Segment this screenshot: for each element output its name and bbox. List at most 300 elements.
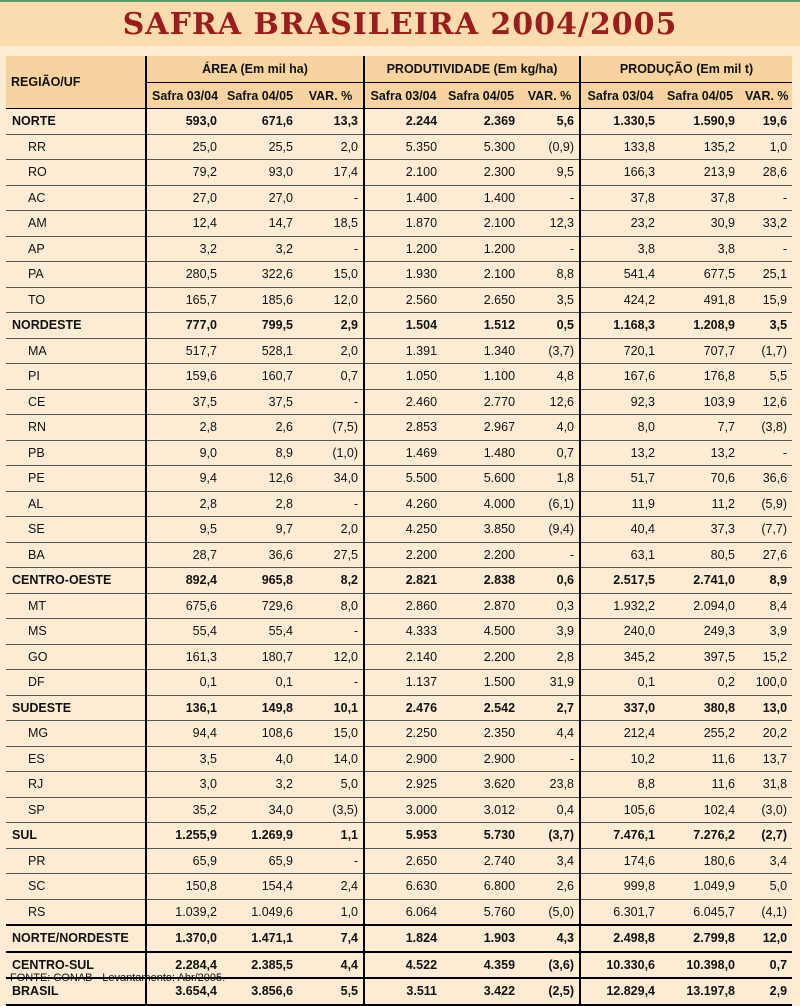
value-cell: 2,0 [298, 134, 364, 160]
table-row [6, 568, 792, 594]
value-cell: 37,8 [660, 185, 740, 211]
value-cell: 2,9 [298, 313, 364, 339]
value-cell: 528,1 [222, 338, 298, 364]
value-cell: 2.200 [364, 542, 442, 568]
productivity-var-header: VAR. % [520, 83, 580, 109]
value-cell: 4.000 [442, 491, 520, 517]
value-cell: 1.200 [364, 236, 442, 262]
value-cell: 28,7 [146, 542, 222, 568]
value-cell: (7,7) [740, 517, 792, 543]
value-cell: 1.050 [364, 364, 442, 390]
value-cell: 37,3 [660, 517, 740, 543]
value-cell: 2.838 [442, 568, 520, 594]
value-cell: 8,8 [580, 772, 660, 798]
value-cell: 51,7 [580, 466, 660, 492]
value-cell: 12,0 [298, 644, 364, 670]
value-cell: 3,5 [740, 313, 792, 339]
source-footnote: FONTE: CONAB - Levantamento: Abr/2005. [10, 972, 226, 984]
value-cell: 65,9 [222, 848, 298, 874]
value-cell: 2.542 [442, 695, 520, 721]
value-cell: 777,0 [146, 313, 222, 339]
value-cell: 2.140 [364, 644, 442, 670]
value-cell: 31,9 [520, 670, 580, 696]
value-cell: 5,5 [740, 364, 792, 390]
value-cell: 8,2 [298, 568, 364, 594]
title-band [0, 2, 800, 46]
value-cell: 2.350 [442, 721, 520, 747]
value-cell: 3.511 [364, 978, 442, 1005]
value-cell: 249,3 [660, 619, 740, 645]
value-cell: 2,8 [222, 491, 298, 517]
value-cell: 3,4 [520, 848, 580, 874]
value-cell: 10,1 [298, 695, 364, 721]
value-cell: 593,0 [146, 109, 222, 135]
value-cell: 28,6 [740, 160, 792, 186]
table-row [6, 695, 792, 721]
production-safra-0405-header: Safra 04/05 [660, 83, 740, 109]
value-cell: 3,8 [580, 236, 660, 262]
region-cell: PE [6, 466, 146, 492]
table-row [6, 160, 792, 186]
value-cell: 11,2 [660, 491, 740, 517]
value-cell: 5,0 [298, 772, 364, 798]
table-row [6, 644, 792, 670]
value-cell: 13,2 [580, 440, 660, 466]
table-row [6, 211, 792, 237]
value-cell: 4,3 [520, 925, 580, 952]
value-cell: 8,0 [580, 415, 660, 441]
value-cell: 255,2 [660, 721, 740, 747]
region-cell: ES [6, 746, 146, 772]
value-cell: 2,0 [298, 338, 364, 364]
table-row [6, 109, 792, 135]
value-cell: 34,0 [298, 466, 364, 492]
page-title: SAFRA BRASILEIRA 2004/2005 [122, 6, 678, 42]
value-cell: 677,5 [660, 262, 740, 288]
value-cell: 4.250 [364, 517, 442, 543]
value-cell: 8,9 [740, 568, 792, 594]
value-cell: 4,4 [298, 952, 364, 979]
value-cell: 1.500 [442, 670, 520, 696]
table-row [6, 466, 792, 492]
value-cell: 3.856,6 [222, 978, 298, 1005]
value-cell: 4,0 [520, 415, 580, 441]
value-cell: 185,6 [222, 287, 298, 313]
table-row [6, 670, 792, 696]
value-cell: 0,1 [580, 670, 660, 696]
value-cell: 1.590,9 [660, 109, 740, 135]
value-cell: 0,2 [660, 670, 740, 696]
region-cell: BRASIL [6, 978, 146, 1005]
region-cell: NORDESTE [6, 313, 146, 339]
value-cell: 1.512 [442, 313, 520, 339]
region-column-header: REGIÃO/UF [6, 56, 146, 109]
table-row [6, 134, 792, 160]
value-cell: 161,3 [146, 644, 222, 670]
value-cell: 10.398,0 [660, 952, 740, 979]
value-cell: 10,2 [580, 746, 660, 772]
value-cell: 15,2 [740, 644, 792, 670]
value-cell: 1,0 [740, 134, 792, 160]
value-cell: 3,9 [520, 619, 580, 645]
value-cell: 10.330,6 [580, 952, 660, 979]
value-cell: 1.208,9 [660, 313, 740, 339]
table-row [6, 491, 792, 517]
value-cell: - [520, 542, 580, 568]
value-cell: 8,9 [222, 440, 298, 466]
value-cell: - [298, 670, 364, 696]
value-cell: 2.860 [364, 593, 442, 619]
value-cell: 13,7 [740, 746, 792, 772]
value-cell: - [298, 619, 364, 645]
value-cell: 2.770 [442, 389, 520, 415]
table-row [6, 925, 792, 952]
table-row [6, 721, 792, 747]
area-group-header: ÁREA (Em mil ha) [146, 56, 364, 83]
value-cell: 13,2 [660, 440, 740, 466]
value-cell: 2.476 [364, 695, 442, 721]
value-cell: (2,7) [740, 823, 792, 849]
value-cell: - [740, 185, 792, 211]
value-cell: 31,8 [740, 772, 792, 798]
value-cell: 1.469 [364, 440, 442, 466]
value-cell: 15,9 [740, 287, 792, 313]
value-cell: 0,5 [520, 313, 580, 339]
value-cell: 2,8 [520, 644, 580, 670]
value-cell: 240,0 [580, 619, 660, 645]
value-cell: 2.821 [364, 568, 442, 594]
region-cell: NORTE [6, 109, 146, 135]
value-cell: 11,6 [660, 772, 740, 798]
value-cell: 159,6 [146, 364, 222, 390]
value-cell: 2,9 [740, 978, 792, 1005]
value-cell: 6.064 [364, 899, 442, 925]
value-cell: 2.200 [442, 542, 520, 568]
value-cell: 13.197,8 [660, 978, 740, 1005]
value-cell: 14,7 [222, 211, 298, 237]
value-cell: 2.925 [364, 772, 442, 798]
value-cell: 102,4 [660, 797, 740, 823]
value-cell: 1.200 [442, 236, 520, 262]
region-cell: RS [6, 899, 146, 925]
value-cell: 12,3 [520, 211, 580, 237]
value-cell: 213,9 [660, 160, 740, 186]
value-cell: (4,1) [740, 899, 792, 925]
value-cell: 1.870 [364, 211, 442, 237]
value-cell: 36,6 [740, 466, 792, 492]
value-cell: (3,7) [520, 823, 580, 849]
value-cell: 23,2 [580, 211, 660, 237]
harvest-table [6, 56, 792, 1006]
value-cell: 212,4 [580, 721, 660, 747]
value-cell: 671,6 [222, 109, 298, 135]
value-cell: 167,6 [580, 364, 660, 390]
value-cell: 337,0 [580, 695, 660, 721]
region-cell: AP [6, 236, 146, 262]
value-cell: 424,2 [580, 287, 660, 313]
value-cell: 3.850 [442, 517, 520, 543]
value-cell: - [520, 236, 580, 262]
region-cell: RN [6, 415, 146, 441]
table-row [6, 772, 792, 798]
value-cell: 2.740 [442, 848, 520, 874]
value-cell: 9,5 [146, 517, 222, 543]
value-cell: 17,4 [298, 160, 364, 186]
region-cell: SUDESTE [6, 695, 146, 721]
value-cell: (3,7) [520, 338, 580, 364]
value-cell: 9,4 [146, 466, 222, 492]
value-cell: 165,7 [146, 287, 222, 313]
value-cell: 3,8 [660, 236, 740, 262]
value-cell: 0,7 [740, 952, 792, 979]
value-cell: 3,5 [146, 746, 222, 772]
value-cell: 5.730 [442, 823, 520, 849]
table-row [6, 440, 792, 466]
value-cell: 2.200 [442, 644, 520, 670]
region-cell: SP [6, 797, 146, 823]
region-cell: BA [6, 542, 146, 568]
region-cell: TO [6, 287, 146, 313]
value-cell: 2.741,0 [660, 568, 740, 594]
value-cell: 2,4 [298, 874, 364, 900]
value-cell: 3,2 [222, 772, 298, 798]
value-cell: 2,8 [146, 415, 222, 441]
value-cell: 5.500 [364, 466, 442, 492]
value-cell: 6.800 [442, 874, 520, 900]
value-cell: 1,0 [298, 899, 364, 925]
value-cell: 7,4 [298, 925, 364, 952]
value-cell: 999,8 [580, 874, 660, 900]
region-cell: PR [6, 848, 146, 874]
value-cell: 4.522 [364, 952, 442, 979]
region-cell: CENTRO-OESTE [6, 568, 146, 594]
value-cell: 0,1 [222, 670, 298, 696]
value-cell: 2.244 [364, 109, 442, 135]
value-cell: 1.330,5 [580, 109, 660, 135]
value-cell: 3.422 [442, 978, 520, 1005]
value-cell: 4,0 [222, 746, 298, 772]
value-cell: 6.045,7 [660, 899, 740, 925]
value-cell: 0,1 [146, 670, 222, 696]
value-cell: 5,5 [298, 978, 364, 1005]
value-cell: 1,1 [298, 823, 364, 849]
value-cell: 0,6 [520, 568, 580, 594]
value-cell: 108,6 [222, 721, 298, 747]
value-cell: 149,8 [222, 695, 298, 721]
value-cell: 345,2 [580, 644, 660, 670]
table-row [6, 364, 792, 390]
area-safra-0304-header: Safra 03/04 [146, 83, 222, 109]
region-cell: SC [6, 874, 146, 900]
value-cell: 2.650 [364, 848, 442, 874]
value-cell: 2.460 [364, 389, 442, 415]
table-row [6, 338, 792, 364]
value-cell: 0,4 [520, 797, 580, 823]
value-cell: 1.340 [442, 338, 520, 364]
value-cell: 720,1 [580, 338, 660, 364]
value-cell: 12,4 [146, 211, 222, 237]
value-cell: 5.350 [364, 134, 442, 160]
value-cell: 12,6 [222, 466, 298, 492]
region-cell: DF [6, 670, 146, 696]
value-cell: 1.370,0 [146, 925, 222, 952]
value-cell: 707,7 [660, 338, 740, 364]
value-cell: 36,6 [222, 542, 298, 568]
value-cell: - [298, 236, 364, 262]
value-cell: 55,4 [146, 619, 222, 645]
value-cell: 1.255,9 [146, 823, 222, 849]
value-cell: (3,0) [740, 797, 792, 823]
value-cell: 0,7 [520, 440, 580, 466]
value-cell: 2.284,4 [146, 952, 222, 979]
region-cell: RJ [6, 772, 146, 798]
value-cell: 103,9 [660, 389, 740, 415]
value-cell: 23,8 [520, 772, 580, 798]
value-cell: 12,6 [520, 389, 580, 415]
table-row [6, 899, 792, 925]
value-cell: 3.012 [442, 797, 520, 823]
region-cell: CENTRO-SUL [6, 952, 146, 979]
value-cell: 0,3 [520, 593, 580, 619]
table-row [6, 415, 792, 441]
value-cell: 9,0 [146, 440, 222, 466]
value-cell: 1.903 [442, 925, 520, 952]
value-cell: 93,0 [222, 160, 298, 186]
value-cell: 14,0 [298, 746, 364, 772]
value-cell: 322,6 [222, 262, 298, 288]
production-group-header: PRODUÇÃO (Em mil t) [580, 56, 792, 83]
value-cell: 19,6 [740, 109, 792, 135]
value-cell: - [520, 746, 580, 772]
value-cell: 15,0 [298, 262, 364, 288]
value-cell: 2.100 [364, 160, 442, 186]
value-cell: 3,2 [222, 236, 298, 262]
value-cell: 92,3 [580, 389, 660, 415]
value-cell: 27,0 [146, 185, 222, 211]
value-cell: 1.504 [364, 313, 442, 339]
region-cell: GO [6, 644, 146, 670]
value-cell: 2,0 [298, 517, 364, 543]
value-cell: 2.100 [442, 262, 520, 288]
value-cell: 79,2 [146, 160, 222, 186]
value-cell: 5.953 [364, 823, 442, 849]
value-cell: 2.369 [442, 109, 520, 135]
value-cell: (2,5) [520, 978, 580, 1005]
region-cell: RR [6, 134, 146, 160]
value-cell: (3,6) [520, 952, 580, 979]
value-cell: 40,4 [580, 517, 660, 543]
value-cell: 3,4 [740, 848, 792, 874]
table-row [6, 848, 792, 874]
value-cell: 37,5 [146, 389, 222, 415]
table-row [6, 797, 792, 823]
value-cell: (5,0) [520, 899, 580, 925]
value-cell: 729,6 [222, 593, 298, 619]
value-cell: 1.824 [364, 925, 442, 952]
value-cell: 11,6 [660, 746, 740, 772]
productivity-safra-0304-header: Safra 03/04 [364, 83, 442, 109]
value-cell: 27,5 [298, 542, 364, 568]
region-cell: MS [6, 619, 146, 645]
value-cell: 1.400 [442, 185, 520, 211]
value-cell: 18,5 [298, 211, 364, 237]
value-cell: 280,5 [146, 262, 222, 288]
region-cell: SE [6, 517, 146, 543]
value-cell: 2.517,5 [580, 568, 660, 594]
value-cell: 675,6 [146, 593, 222, 619]
region-cell: RO [6, 160, 146, 186]
value-cell: 12,0 [298, 287, 364, 313]
region-cell: AL [6, 491, 146, 517]
value-cell: 2.799,8 [660, 925, 740, 952]
value-cell: 4.260 [364, 491, 442, 517]
value-cell: 5.300 [442, 134, 520, 160]
value-cell: 2.900 [364, 746, 442, 772]
value-cell: 2.385,5 [222, 952, 298, 979]
value-cell: - [740, 236, 792, 262]
value-cell: 12,0 [740, 925, 792, 952]
value-cell: 70,6 [660, 466, 740, 492]
table-row [6, 262, 792, 288]
value-cell: - [740, 440, 792, 466]
table-row [6, 874, 792, 900]
value-cell: 55,4 [222, 619, 298, 645]
value-cell: 94,4 [146, 721, 222, 747]
value-cell: 3,9 [740, 619, 792, 645]
value-cell: - [520, 185, 580, 211]
value-cell: 4.333 [364, 619, 442, 645]
value-cell: 12.829,4 [580, 978, 660, 1005]
value-cell: 25,5 [222, 134, 298, 160]
value-cell: 1.391 [364, 338, 442, 364]
value-cell: 1.930 [364, 262, 442, 288]
value-cell: 33,2 [740, 211, 792, 237]
value-cell: 2.853 [364, 415, 442, 441]
value-cell: 25,0 [146, 134, 222, 160]
value-cell: 100,0 [740, 670, 792, 696]
productivity-group-header: PRODUTIVIDADE (Em kg/ha) [364, 56, 580, 83]
value-cell: 0,7 [298, 364, 364, 390]
value-cell: 2,6 [520, 874, 580, 900]
production-var-header: VAR. % [740, 83, 792, 109]
region-cell: MT [6, 593, 146, 619]
value-cell: 176,8 [660, 364, 740, 390]
value-cell: 2.498,8 [580, 925, 660, 952]
region-cell: AM [6, 211, 146, 237]
value-cell: 3.654,4 [146, 978, 222, 1005]
value-cell: 1.932,2 [580, 593, 660, 619]
value-cell: 6.630 [364, 874, 442, 900]
value-cell: 150,8 [146, 874, 222, 900]
value-cell: 9,7 [222, 517, 298, 543]
value-cell: - [298, 848, 364, 874]
value-cell: 63,1 [580, 542, 660, 568]
value-cell: 491,8 [660, 287, 740, 313]
value-cell: (9,4) [520, 517, 580, 543]
value-cell: 2,8 [146, 491, 222, 517]
value-cell: 11,9 [580, 491, 660, 517]
value-cell: 3.000 [364, 797, 442, 823]
value-cell: 4,4 [520, 721, 580, 747]
value-cell: 2.650 [442, 287, 520, 313]
region-cell: MA [6, 338, 146, 364]
table-row [6, 517, 792, 543]
table-row [6, 619, 792, 645]
value-cell: 3.620 [442, 772, 520, 798]
value-cell: 3,5 [520, 287, 580, 313]
value-cell: 1.039,2 [146, 899, 222, 925]
value-cell: 180,6 [660, 848, 740, 874]
